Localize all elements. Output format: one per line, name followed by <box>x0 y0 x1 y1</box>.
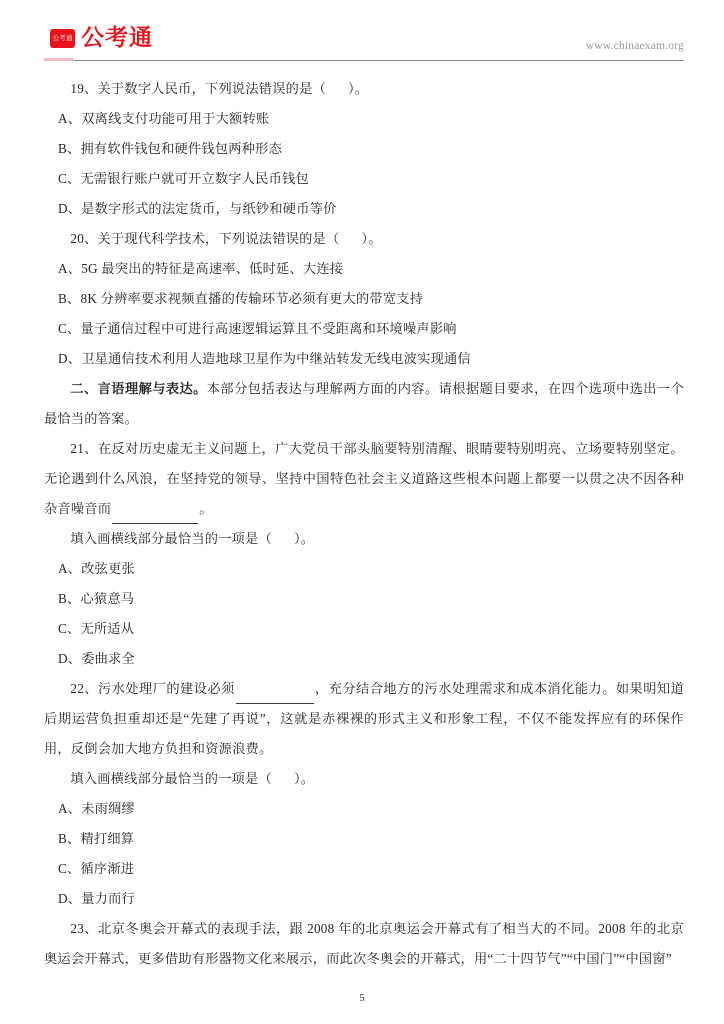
question-21-option-b[interactable]: B、心猿意马 <box>58 591 135 606</box>
question-19-option-c[interactable]: C、无需银行账户就可开立数字人民币钱包 <box>58 171 309 186</box>
question-21-option-d[interactable]: D、委曲求全 <box>58 651 135 666</box>
question-22-prompt-tail: ）。 <box>293 771 315 786</box>
question-21-prompt-text: 填入画横线部分最恰当的一项是（ <box>70 531 272 546</box>
question-20-option-a[interactable]: A、5G 最突出的特征是高速率、低时延、大连接 <box>58 261 344 276</box>
site-url-text: www.chinaexam.org <box>585 40 684 52</box>
question-20-stem-tail: ）。 <box>361 231 382 246</box>
question-22-option-c[interactable]: C、循序渐进 <box>58 861 135 876</box>
exam-content <box>44 74 684 974</box>
question-22 <box>44 674 684 914</box>
question-22-prompt-text: 填入画横线部分最恰当的一项是（ <box>70 771 272 786</box>
section-2-title: 二、言语理解与表达。 <box>70 381 207 396</box>
question-22-stem-part2: ，充分结合地方的污水处理需求和成本消化能力。如果明知道后期运营负担重却还是“先建了再说”，这就是赤裸裸的形式主义和形象工程，不仅不能发挥应有的环保作用，反倒会加大地方负担和资源浪费。 <box>44 681 685 756</box>
header-divider-accent <box>44 58 74 61</box>
question-21-stem-part2: 。 <box>199 501 213 516</box>
question-19-stem <box>44 74 684 104</box>
question-21 <box>44 434 684 674</box>
brand-logo[interactable] <box>50 27 153 50</box>
question-21-option-c[interactable]: C、无所适从 <box>58 621 135 636</box>
question-19-option-a[interactable]: A、双离线支付功能可用于大额转账 <box>58 111 270 126</box>
section-2-description: 本部分包括表达与理解两方面的内容。请根据题目要求，在四个选项中选出一个最恰当的答案。 <box>44 381 685 426</box>
question-22-prompt <box>44 764 684 794</box>
logo-badge-icon: 公考通 <box>50 29 75 48</box>
question-20-option-b[interactable]: B、8K 分辨率要求视频直播的传输环节必须有更大的带宽支持 <box>58 291 424 306</box>
question-21-option-a[interactable]: A、改弦更张 <box>58 561 135 576</box>
question-19-option-d[interactable]: D、是数字形式的法定货币，与纸钞和硬币等价 <box>58 201 337 216</box>
question-19-stem-text: 19、关于数字人民币，下列说法错误的是（ <box>70 81 326 96</box>
question-21-prompt-tail: ）。 <box>293 531 315 546</box>
question-20-stem-text: 20、关于现代科学技术，下列说法错误的是（ <box>70 231 340 246</box>
question-22-option-a[interactable]: A、未雨绸缪 <box>58 801 135 816</box>
page-footer <box>0 988 724 1006</box>
fill-in-blank[interactable] <box>112 510 198 524</box>
page-number: 5 <box>359 992 365 1004</box>
question-22-stem <box>44 674 684 764</box>
question-20 <box>44 224 684 374</box>
header-divider <box>44 60 684 61</box>
question-23 <box>44 914 684 974</box>
question-23-stem: 23、北京冬奥会开幕式的表现手法，跟 2008 年的北京奥运会开幕式有了相当大的不同。2008 年的北京奥运会开幕式，更多借助有形器物文化来展示，而此次冬奥会的开幕式，用“二十四节气”“中国门”“中国窗” <box>44 921 684 966</box>
question-21-prompt <box>44 524 684 554</box>
section-2-heading <box>44 374 684 434</box>
page-header <box>44 26 684 62</box>
question-20-option-c[interactable]: C、量子通信过程中可进行高速逻辑运算且不受距离和环境噪声影响 <box>58 321 457 336</box>
question-22-option-d[interactable]: D、量力而行 <box>58 891 135 906</box>
fill-in-blank[interactable] <box>236 690 314 704</box>
question-21-stem <box>44 434 684 524</box>
question-22-option-b[interactable]: B、精打细算 <box>58 831 135 846</box>
question-19 <box>44 74 684 224</box>
question-19-stem-tail: ）。 <box>347 81 369 96</box>
question-21-stem-part1: 21、在反对历史虚无主义问题上，广大党员干部头脑要特别清醒、眼睛要特别明亮、立场要特别坚定。无论遇到什么风浪，在坚持党的领导、坚持中国特色社会主义道路这些根本问题上都要一以贯之决不因各种杂音噪音而 <box>44 441 684 516</box>
question-22-stem-part1: 22、污水处理厂的建设必须 <box>70 681 235 696</box>
brand-name-text: 公考通 <box>81 25 153 51</box>
question-19-option-b[interactable]: B、拥有软件钱包和硬件钱包两种形态 <box>58 141 283 156</box>
question-20-option-d[interactable]: D、卫星通信技术利用人造地球卫星作为中继站转发无线电波实现通信 <box>58 351 471 366</box>
question-20-stem <box>44 224 684 254</box>
